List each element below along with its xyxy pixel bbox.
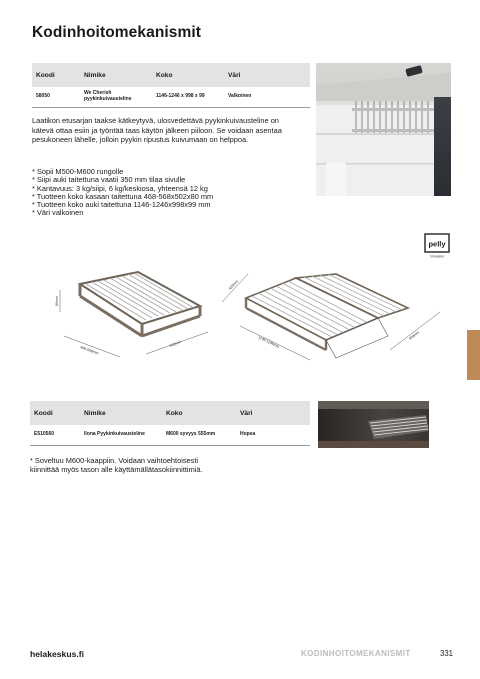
cell-code: E510560 [30, 425, 80, 445]
cell-name-line1: We Cherish [84, 90, 112, 96]
product-table-we-cherish [32, 63, 310, 108]
cell-color: Valkoinen [224, 87, 310, 107]
feature-item: * Kantavuus: 3 kg/siipi, 6 kg/keskiosa, yhteensä 12 kg [32, 183, 208, 193]
dimension-label-wing: 420mm [227, 279, 240, 291]
brand-logo [424, 233, 450, 259]
feature-item: * Tuotteen koko kasaan taitettuna 468-568x502x80 mm [32, 191, 214, 201]
unfolded-rack-diagram [218, 262, 454, 362]
feature-item: * Sopii M500-M600 rungolle [32, 167, 124, 176]
product-photo-cabinet-rack [318, 401, 429, 448]
header-code: Koodi [30, 401, 80, 425]
product-table-ilona [30, 401, 310, 446]
note-line: kiinnittää myös tason alle käyttämällätasokiinnittimiä. [30, 464, 203, 474]
table-row [30, 425, 310, 445]
page-number: 331 [440, 649, 454, 658]
dimension-label-width: 1146-1246mm [257, 335, 280, 349]
product-description: Laatikon etusarjan taakse kätkeytyvä, ulosvedettävä pyykinkuivausteline on kätevä ottaa esiin ja työntää taas käytön jälkeen piiloon. Se voidaan asentaa pesukoneen lähelle, jolloin pyykin ripustus kuivumaan on helppoa. [32, 116, 282, 145]
header-code: Koodi [32, 63, 80, 87]
dimension-label-depth: 468-568mm [79, 345, 100, 356]
brand-logo-tagline: TORNBERG [429, 255, 445, 259]
feature-item: * Siipi auki taitettuna vaatii 350 mm tilaa sivulle [32, 175, 186, 185]
page-title: Kodinhoitomekanismit [32, 24, 202, 41]
feature-item: * Väri valkoinen [32, 208, 84, 218]
table-row [32, 87, 310, 107]
product-note [30, 457, 310, 474]
table-header-row [32, 63, 310, 87]
dimension-label-side: 80mm [55, 296, 59, 306]
header-color: Väri [224, 63, 310, 87]
header-name: Nimike [80, 401, 162, 425]
header-color: Väri [236, 401, 310, 425]
folded-rack-diagram [50, 262, 220, 362]
dimension-label-depth: 998mm [408, 330, 421, 341]
feature-list [32, 168, 302, 218]
footer-section-title: KODINHOITOMEKANISMIT [301, 649, 411, 658]
footer-website: helakeskus.fi [30, 649, 84, 659]
cell-name: Ilona Pyykinkuivausteline [80, 425, 162, 445]
note-line: * Soveltuu M600-kaappiin. Voidaan vaihtoehtoisesti [30, 456, 199, 465]
cell-size: M600 syvyys 555mm [162, 425, 236, 445]
cell-code: 58050 [32, 87, 80, 107]
cell-color: Hopea [236, 425, 310, 445]
header-name: Nimike [80, 63, 152, 87]
table-header-row [30, 401, 310, 425]
section-side-tab [467, 330, 480, 380]
header-size: Koko [162, 401, 236, 425]
brand-logo-text: pelly [428, 239, 446, 249]
dimension-label-width: 502mm [168, 340, 182, 348]
cell-name-line2: pyykinkuivausteline [84, 95, 132, 102]
header-size: Koko [152, 63, 224, 87]
cell-size: 1146-1246 x 998 x 99 [152, 87, 224, 107]
cell-name [80, 87, 152, 107]
feature-item: * Tuotteen koko auki taitettuna 1146-1246x998x99 mm [32, 200, 211, 210]
product-photo-drawer-rack [316, 63, 451, 196]
